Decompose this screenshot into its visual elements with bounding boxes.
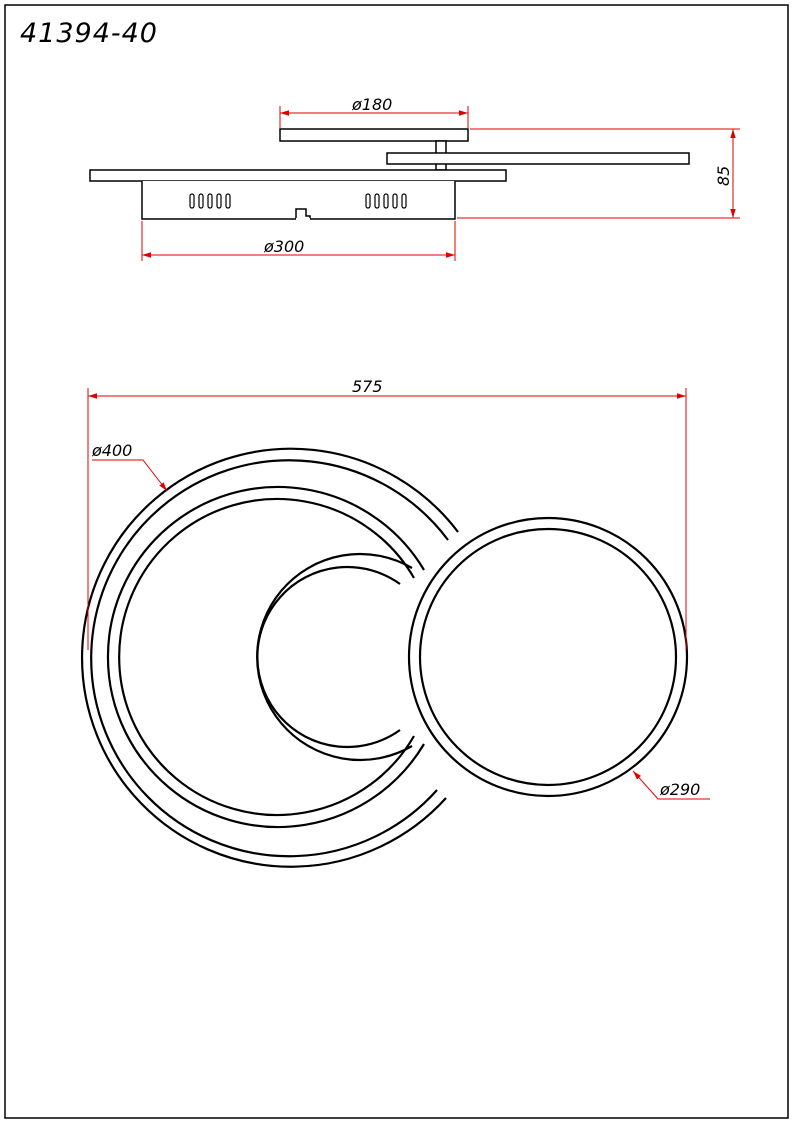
model-number: 41394-40: [20, 18, 158, 49]
middle-ring: [108, 487, 424, 827]
overall-width-label: 575: [352, 377, 383, 396]
mount-plate: [280, 129, 468, 141]
side-view: [90, 129, 689, 219]
top-dimensions: [88, 388, 710, 799]
small-ring-profile: [387, 153, 689, 164]
large-outer-ring: [82, 449, 458, 867]
top-view: [82, 449, 687, 867]
base-body: [142, 181, 455, 219]
large-ring-profile: [90, 170, 506, 181]
base-diameter-label: ø300: [264, 237, 305, 256]
mount-diameter-label: ø180: [352, 95, 393, 114]
height-label: 85: [714, 165, 733, 186]
large-ring-diameter-label: ø400: [92, 441, 133, 460]
small-right-ring: [409, 518, 687, 796]
small-ring-diameter-label: ø290: [660, 780, 701, 799]
inner-ring: [257, 554, 412, 760]
